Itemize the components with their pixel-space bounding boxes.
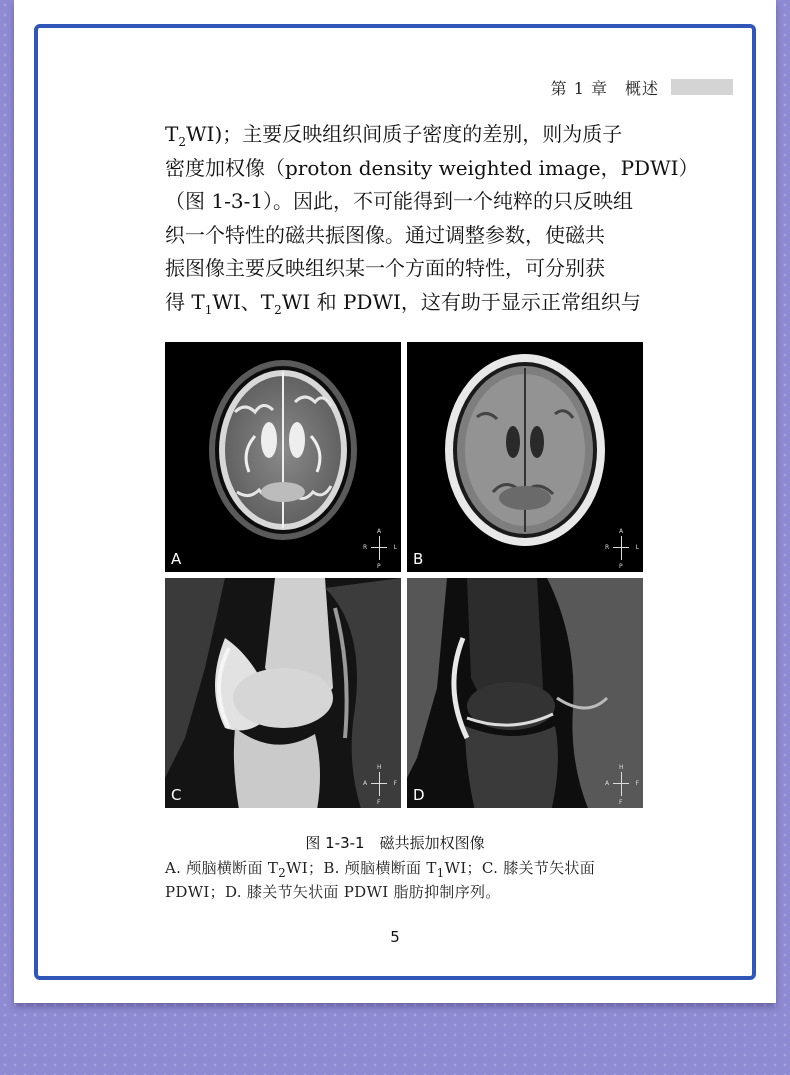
text-line: 得 $T_1WI$、$T_2WI$ 和 PDWI，这有助于显示正常组织与 <box>165 289 641 317</box>
header-bar <box>671 79 733 95</box>
text-line: 振图像主要反映组织某一个方面的特性，可分别获 <box>165 256 605 280</box>
orientation-marker: H A F F <box>363 764 397 806</box>
running-header <box>551 76 733 98</box>
text-line: （图 1-3-1）。因此，不可能得到一个纯粹的只反映组 <box>165 189 634 213</box>
figure-caption-title: 图 1-3-1 磁共振加权图像 <box>305 834 485 852</box>
panel-label-b: B <box>413 550 424 568</box>
orientation-marker: H A F F <box>605 764 639 806</box>
mri-panel-d <box>407 578 643 808</box>
caption-line: A. 颅脑横断面 $T_2WI$；B. 颅脑横断面 $T_1WI$；C. 膝关节矢状面 <box>165 859 596 880</box>
mri-panel-a <box>165 342 401 572</box>
body-paragraph <box>165 118 699 319</box>
mri-panel-c <box>165 578 401 808</box>
mri-panel-b <box>407 342 643 572</box>
chapter-title: 第 1 章 概述 <box>550 78 659 98</box>
page-number: 5 <box>390 928 400 946</box>
text-line: 密度加权像（proton density weighted image，PDWI） <box>165 155 699 180</box>
caption-line: PDWI；D. 膝关节矢状面 PDWI 脂肪抑制序列。 <box>165 883 501 901</box>
orientation-marker: A R L P <box>605 528 639 570</box>
mri-figure <box>165 342 643 820</box>
figure-caption-body <box>165 856 645 904</box>
text-line: $T_2WI$)；主要反映组织间质子密度的差别，则为质子 <box>165 122 623 149</box>
text-line: 织一个特性的磁共振图像。通过调整参数，使磁共 <box>165 222 605 247</box>
orientation-marker: A R L P <box>363 528 397 570</box>
panel-label-d: D <box>413 786 425 804</box>
panel-label-c: C <box>171 786 182 804</box>
panel-label-a: A <box>171 550 182 568</box>
